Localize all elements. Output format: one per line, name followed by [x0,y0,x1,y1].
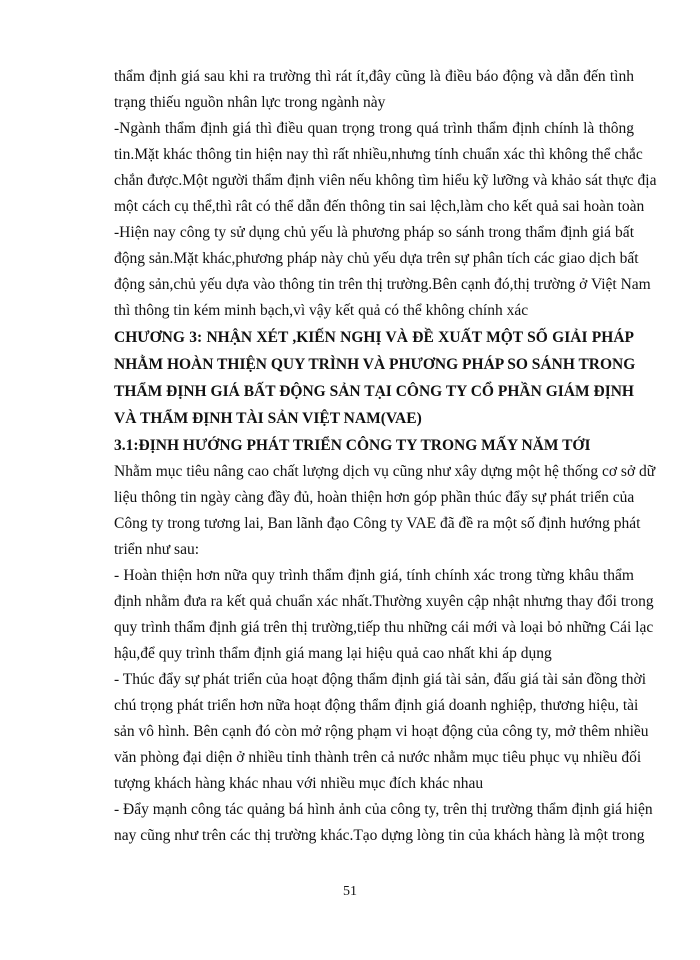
text-line: sản vô hình. Bên cạnh đó còn mở rộng phạm vi hoạt động của công ty, mở thêm nhiều [114,723,649,740]
text-line: văn phòng đại diện ở nhiều tỉnh thành trên cả nước nhằm mục tiêu phục vụ nhiều đối [114,749,642,766]
text-line: quy trình thẩm định giá trên thị trường,tiếp thu những cái mới và loại bỏ những Cái lạc [114,619,654,636]
text-line: triển như sau: [114,541,200,558]
text-line: -Ngành thẩm định giá thì điều quan trọng trong quá trình thẩm định chính là thông [114,120,634,137]
text-line: - Đẩy mạnh công tác quảng bá hình ảnh của công ty, trên thị trường thẩm định giá hiện [114,801,653,818]
chapter-heading-line: VÀ THẨM ĐỊNH TÀI SẢN VIỆT NAM(VAE) [114,410,422,427]
text-line: tin.Mặt khác thông tin hiện nay thì rất nhiều,nhưng tính chuẩn xác thì không thể chắc [114,146,643,163]
text-line: thì thông tin kém minh bạch,vì vậy kết quả có thể không chính xác [114,302,529,319]
text-line: - Thúc đẩy sự phát triển của hoạt động thẩm định giá tài sản, đấu giá tài sản đồng thời [114,671,646,688]
chapter-heading [114,324,634,432]
text-line: chú trọng phát triển hơn nữa hoạt động thẩm định giá doanh nghiệp, thương hiệu, tài [114,697,639,714]
text-line: Nhằm mục tiêu nâng cao chất lượng dịch vụ cũng như xây dựng một hệ thống cơ sở dữ [114,463,656,480]
text-line: chắn được.Một người thẩm định viên nếu không tìm hiểu kỹ lưỡng và khảo sát thực địa [114,172,657,189]
text-line: Công ty trong tương lai, Ban lãnh đạo Công ty VAE đã đề ra một số định hướng phát [114,515,641,532]
page-number: 51 [343,884,357,899]
text-line: hậu,để quy trình thẩm định giá mang lại hiệu quả cao nhất khi áp dụng [114,645,552,662]
document-page [114,64,657,849]
text-line: trạng thiếu nguồn nhân lực trong ngành này [114,94,386,111]
text-line: liệu thông tin ngày càng đầy đủ, hoàn thiện hơn góp phần thúc đẩy sự phát triển của [114,489,635,506]
text-line: động sản,chủ yếu dựa vào thông tin trên thị trường.Bên cạnh đó,thị trường ở Việt Nam [114,276,651,293]
section-heading: 3.1:ĐỊNH HƯỚNG PHÁT TRIỂN CÔNG TY TRONG MẤY NĂM TỚI [114,437,591,454]
text-line: định nhằm đưa ra kết quả chuẩn xác nhất.Thường xuyên cập nhật nhưng thay đổi trong [114,593,654,610]
text-line: -Hiện nay công ty sử dụng chủ yếu là phương pháp so sánh trong thẩm định giá bất [114,224,634,241]
text-line: một cách cụ thể,thì rât có thể dẫn đến thông tin sai lệch,làm cho kết quả sai hoàn toàn [114,198,645,215]
text-line: tượng khách hàng khác nhau với nhiều mục đích khác nhau [114,775,484,792]
text-line: thẩm định giá sau khi ra trường thì rát ít,đây cũng là điều báo động và dẫn đến tình [114,68,634,85]
text-line: nay cũng như trên các thị trường khác.Tạo dựng lòng tin của khách hàng là một trong [114,827,645,844]
chapter-heading-line: CHƯƠNG 3: NHẬN XÉT ,KIẾN NGHỊ VÀ ĐỀ XUẤT MỘT SỐ GIẢI PHÁP [114,329,634,346]
text-line: động sản.Mặt khác,phương pháp này chủ yếu dựa trên sự phân tích các giao dịch bất [114,250,639,267]
chapter-heading-line: THẨM ĐỊNH GIÁ BẤT ĐỘNG SẢN TẠI CÔNG TY CỔ PHẦN GIÁM ĐỊNH [114,383,634,400]
chapter-heading-line: NHẰM HOÀN THIỆN QUY TRÌNH VÀ PHƯƠNG PHÁP SO SÁNH TRONG [114,356,636,373]
text-line: - Hoàn thiện hơn nữa quy trình thẩm định giá, tính chính xác trong từng khâu thẩm [114,567,634,584]
